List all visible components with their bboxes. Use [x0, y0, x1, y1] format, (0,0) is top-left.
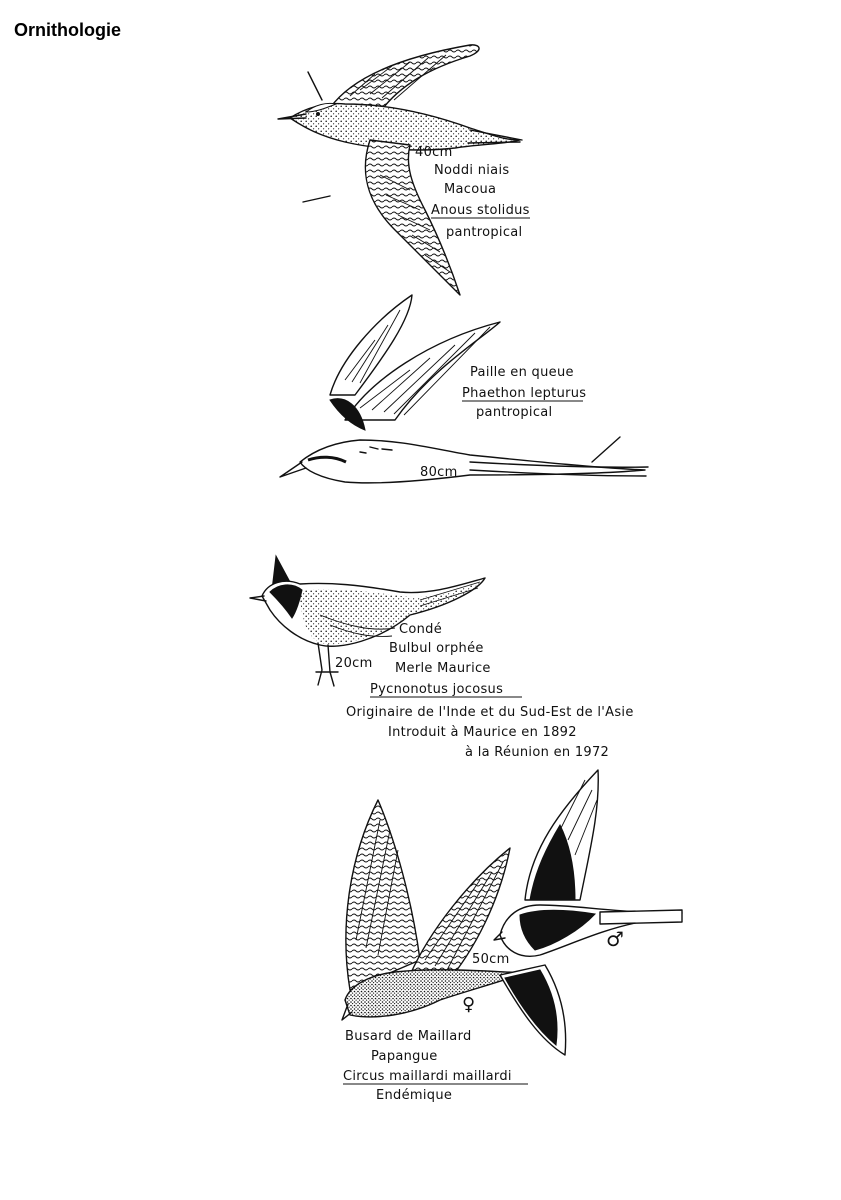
busard-size: 50cm [472, 952, 510, 967]
bulbul-origin-note: Originaire de l'Inde et du Sud-Est de l'Asie [346, 705, 634, 720]
bulbul-common-name: Bulbul orphée [389, 641, 484, 656]
paille-scientific-name: Phaethon lepturus [462, 386, 587, 401]
busard-scientific-name: Circus maillardi maillardi [343, 1069, 512, 1084]
bulbul-labels [335, 622, 634, 760]
female-symbol: ♀ [462, 994, 476, 1015]
male-symbol: ♂ [606, 927, 625, 951]
bulbul-size: 20cm [335, 656, 373, 671]
busard-status: Endémique [376, 1088, 453, 1103]
bulbul-alt-name: Merle Maurice [395, 661, 491, 676]
bulbul-scientific-name: Pycnonotus jocosus [370, 682, 504, 697]
busard-common-name: Busard de Maillard [345, 1029, 472, 1044]
paille-range: pantropical [476, 405, 553, 420]
busard-female-drawing [342, 800, 525, 1020]
bulbul-local-name: Condé [399, 622, 443, 637]
bulbul-mauritius-note: Introduit à Maurice en 1892 [388, 725, 577, 740]
busard-male-drawing [494, 770, 682, 1055]
paille-size: 80cm [420, 465, 458, 480]
noddi-size: 40cm [415, 145, 453, 160]
noddi-common-name: Noddi niais [434, 163, 510, 178]
busard-local-name: Papangue [371, 1049, 438, 1064]
noddi-local-name: Macoua [444, 182, 497, 197]
noddi-range: pantropical [446, 225, 523, 240]
page-title: Ornithologie [14, 20, 121, 40]
bulbul-reunion-note: à la Réunion en 1972 [465, 745, 610, 760]
noddi-scientific-name: Anous stolidus [431, 203, 530, 218]
paille-common-name: Paille en queue [470, 365, 574, 380]
